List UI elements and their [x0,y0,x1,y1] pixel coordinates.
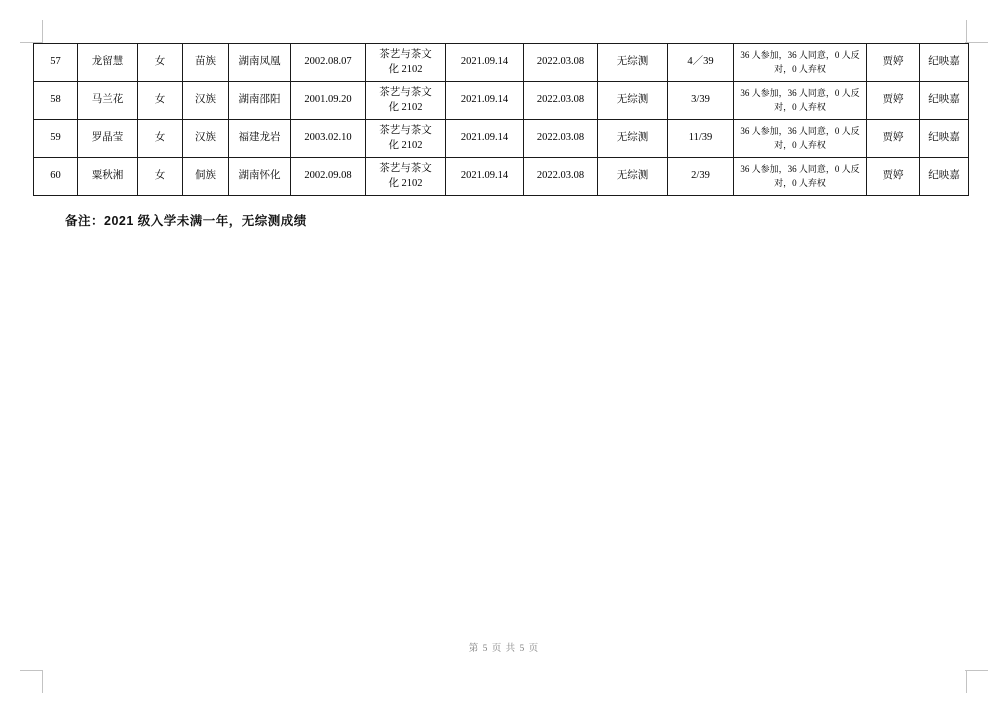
table-cell: 11/39 [668,120,734,158]
table-cell: 36 人参加，36 人同意，0 人反对，0 人弃权 [734,82,867,120]
table-cell: 纪映嘉 [920,82,969,120]
table-cell: 59 [34,120,78,158]
table-cell: 3/39 [668,82,734,120]
table-cell: 贾婷 [867,44,920,82]
table-cell: 湖南怀化 [229,158,291,196]
table-cell: 汉族 [183,120,229,158]
table-cell: 2021.09.14 [446,44,524,82]
table-cell: 贾婷 [867,120,920,158]
table-cell: 苗族 [183,44,229,82]
table-cell: 2001.09.20 [291,82,366,120]
table-cell: 2002.09.08 [291,158,366,196]
table-cell: 2002.08.07 [291,44,366,82]
table-cell: 36 人参加，36 人同意，0 人反对，0 人弃权 [734,44,867,82]
table-cell: 36 人参加，36 人同意，0 人反对，0 人弃权 [734,120,867,158]
table-row [34,158,969,196]
table-cell: 福建龙岩 [229,120,291,158]
table-row [34,44,969,82]
crop-mark-top-left-v [42,20,43,43]
table-cell: 马兰花 [78,82,138,120]
table-cell: 无综测 [598,120,668,158]
table-cell: 女 [138,82,183,120]
table-cell: 2021.09.14 [446,158,524,196]
student-roster-table [33,43,969,196]
table-cell: 2021.09.14 [446,120,524,158]
table-row [34,82,969,120]
table-cell: 汉族 [183,82,229,120]
table-cell: 女 [138,158,183,196]
table-cell: 2022.03.08 [524,44,598,82]
table-cell: 4／39 [668,44,734,82]
table-cell: 湖南凤凰 [229,44,291,82]
table-cell: 2003.02.10 [291,120,366,158]
table-cell: 罗晶莹 [78,120,138,158]
table-cell: 2022.03.08 [524,120,598,158]
crop-mark-bottom-right-h [965,670,988,671]
table-cell: 纪映嘉 [920,44,969,82]
table-cell: 2022.03.08 [524,158,598,196]
remark-note: 备注：2021 级入学未满一年，无综测成绩 [65,214,307,228]
table-cell: 无综测 [598,44,668,82]
table-cell: 纪映嘉 [920,158,969,196]
table-cell: 贾婷 [867,82,920,120]
table-cell: 女 [138,44,183,82]
table-cell: 57 [34,44,78,82]
table-cell: 茶艺与茶文化 2102 [366,120,446,158]
crop-mark-top-right-v [966,20,967,43]
crop-mark-bottom-right-v [966,670,967,693]
table-cell: 36 人参加，36 人同意，0 人反对，0 人弃权 [734,158,867,196]
table-cell: 女 [138,120,183,158]
table-cell: 58 [34,82,78,120]
table-cell: 龙留慧 [78,44,138,82]
table-cell: 粟秋湘 [78,158,138,196]
table-cell: 湖南邵阳 [229,82,291,120]
table-cell: 2021.09.14 [446,82,524,120]
table-cell: 无综测 [598,158,668,196]
table-cell: 贾婷 [867,158,920,196]
table-cell: 侗族 [183,158,229,196]
table-cell: 纪映嘉 [920,120,969,158]
table-cell: 无综测 [598,82,668,120]
table-cell: 2022.03.08 [524,82,598,120]
table-row [34,120,969,158]
crop-mark-bottom-left-h [20,670,43,671]
table-cell: 茶艺与茶文化 2102 [366,44,446,82]
table-cell: 2/39 [668,158,734,196]
crop-mark-bottom-left-v [42,670,43,693]
table-cell: 茶艺与茶文化 2102 [366,158,446,196]
table-cell: 60 [34,158,78,196]
table-cell: 茶艺与茶文化 2102 [366,82,446,120]
page-number-footer: 第 5 页 共 5 页 [468,644,540,654]
